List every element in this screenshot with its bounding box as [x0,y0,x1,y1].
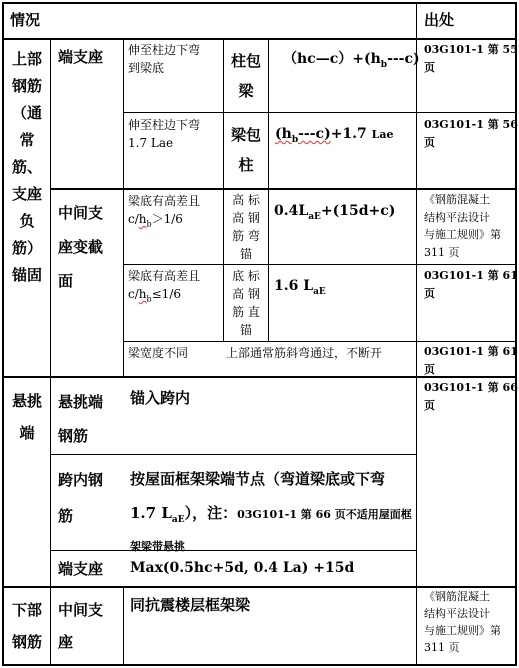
anchor-type-cell: 底 标 高 钢 筋 直 锚 [232,269,260,337]
formula-cell: 1.6 $L_{aE}$ [274,278,326,297]
sub-label-cantilever-bar: 悬挑端 钢筋 [58,393,104,445]
anchor-type-cell: 梁包 柱 [230,126,261,174]
source-cell: 03G101-1 第 55 页 [424,43,518,74]
source-cell: 03G101-1 第 56 页 [424,118,518,149]
col-divider [50,38,51,666]
formula-cell: $(hc—c)+(h_b---c)$ [283,51,420,70]
condition-cell: 伸至柱边下弯 到梁底 [128,43,201,75]
row-divider [123,341,517,342]
source-cell: 《钢筋混凝土 结构平法设计 与施工规则》第 311 页 [424,590,501,654]
formula-cell: 同抗震楼层框架梁 [130,596,251,614]
row-divider [123,112,517,113]
col-divider [268,38,269,341]
row-divider [50,188,517,190]
sub-label-span-bar: 跨内钢 筋 [58,471,104,525]
header-source: 出处 [424,11,455,29]
col-divider [123,586,124,666]
formula-cell: 上部通常筋斜弯通过，不断开 [226,346,383,360]
condition-cell: 梁宽度不同 [128,346,189,360]
table-border-right [515,2,517,666]
formula-cell: $(h_b---c)+1.7$ Lae [275,126,394,145]
table-border-top [2,2,517,4]
formula-cell: $0.4L_{aE}+(15d+c)$ [274,203,396,222]
row-divider [50,454,416,455]
row-divider [123,264,517,265]
formula-cell: 锚入跨内 [130,389,191,407]
source-cell: 03G101-1 第 61 页 [424,269,518,300]
condition-cell: 梁底有高差且 $c/h_b\le 1/6$ [128,269,201,304]
condition-cell: 梁底有高差且 $c/h_b>1/6$ [128,194,201,229]
anchor-type-cell: 柱包 梁 [230,52,261,100]
sub-label-middle-support: 中间支 座 [58,601,104,651]
sub-label-end-support: 端支座 [58,560,104,578]
col-divider [416,2,417,666]
col-divider [123,38,124,378]
table-border-bottom [2,664,517,666]
header-situation: 情况 [10,11,41,29]
sub-label-middle-support: 中间支 座变截 面 [58,204,104,290]
anchor-type-cell: 高 标 高 钢 筋 弯 锚 [232,193,260,261]
group-label-cantilever: 悬挑 端 [11,392,42,442]
source-cell: 03G101-1 第 66 页 [424,381,518,412]
sub-label-end-support: 端支座 [58,48,104,66]
formula-cell: Max(0.5hc+5d, 0.4 La) +15d [130,560,355,576]
row-divider [2,38,517,40]
source-cell: 《钢筋混凝土 结构平法设计 与施工规则》第 311 页 [424,193,501,259]
source-cell: 03G101-1 第 61 页 [424,345,518,376]
group-label-upper-bar: 上部 钢筋 （通 常 筋、 支座 负 筋） 锚固 [11,50,42,284]
group-label-lower-bar: 下部 钢筋 [11,601,42,651]
formula-cell: 按屋面框架梁端节点（弯道梁底或下弯 1.7 $L_{aE}$），注：03G101-1 第 66 页不适用屋面框 架梁带悬挑 [130,470,412,553]
condition-cell: 伸至柱边下弯 1.7 Lae [128,118,201,150]
